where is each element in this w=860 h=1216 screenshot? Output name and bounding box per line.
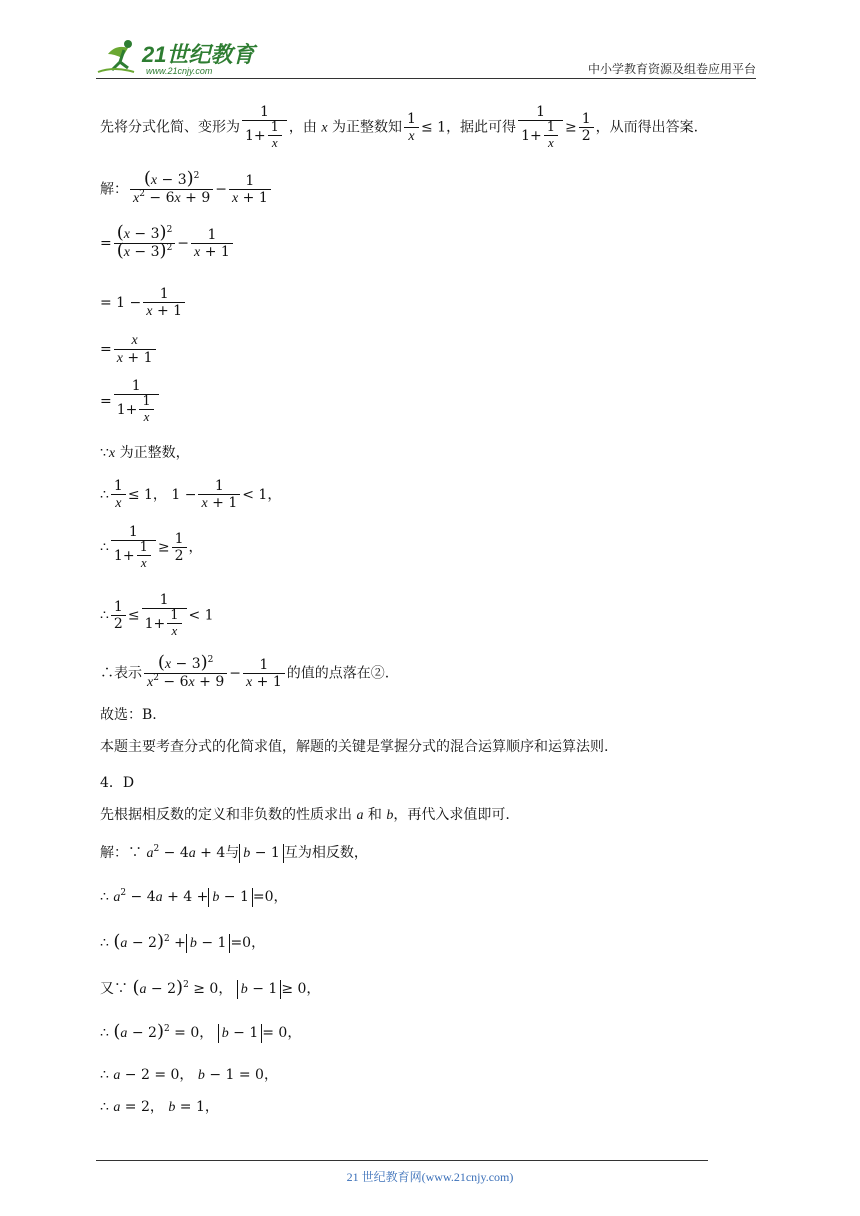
q4-analysis: 先根据相反数的定义和非负数的性质求出 a 和 b，再代入求值即可. [100, 807, 510, 823]
q3-intro-b: ，由 [288, 119, 322, 136]
q4-intro-b: 和 [363, 807, 387, 823]
q4-intro-a: 先根据相反数的定义和非负数的性质求出 [100, 807, 357, 823]
conclusion-b: 的值的点落在②. [286, 665, 390, 682]
frac-1-over-x: $\frac{1}{x}$ [111, 478, 126, 512]
frac-1-over-xplus1: $\frac{1}{x + 1}$ [229, 173, 271, 207]
q3-solution-step-2: = $\frac{(x - 3)^2}{(x - 3)^2}$ − $\frac{1}{x + 1}$ [100, 226, 235, 261]
footer-text: 21 世纪教育网(www.21cnjy.com) [346, 1170, 514, 1184]
q3-therefore-3: ∴ $\frac{1}{2}$ ≤ 1 1+ $\frac{1}{x}$ < 1 [100, 592, 214, 638]
svg-text:21世纪教育: 21世纪教育 [142, 42, 255, 67]
q4-solution-1: 解：∵ $a^2 - 4a + 4$与 b − 1 互为相反数， [100, 844, 368, 861]
q4-sol-a: 解：∵ [100, 845, 147, 861]
frac-expr: $\frac{(x - 3)^2}{(x - 3)^2}$ [114, 226, 176, 261]
because-text: 为正整数， [115, 445, 190, 461]
solution-label: 解： [100, 181, 128, 198]
footer-divider [96, 1160, 708, 1161]
q3-summary: 本题主要考查分式的化简求值，解题的关键是掌握分式的混合运算顺序和运算法则. [100, 739, 609, 755]
frac-x-over-xplus1: $\frac{x}{x + 1}$ [114, 332, 156, 367]
site-name: 中小学教育资源及组卷应用平台 [587, 62, 756, 76]
q3-conclusion: ∴表示 $\frac{(x - 3)^2}{x^2 - 6x + 9}$ − $\frac{1}{x + 1}$ 的值的点落在②. [100, 652, 390, 690]
frac-1-over-2: $\frac{1}{2}$ [579, 111, 594, 144]
q3-solution-step-1: 解： $\frac{(x - 3)^2}{x^2 - 6x + 9}$ − $\frac{1}{x + 1}$ [100, 172, 273, 207]
frac-1-over-1plus1x: 1 1+ $\frac{1}{x}$ [142, 592, 187, 639]
q4-sol-c: 互为相反数， [283, 845, 368, 861]
q4-solution-3: ∴ $(a - 2)^2 + b - 1 =0$， [100, 931, 266, 952]
frac-1-over-2: $\frac{1}{2}$ [111, 599, 126, 632]
q4-answer: 4．D [100, 775, 135, 791]
q4-solution-5: ∴ $(a - 2)^2 = 0$， b − 1 = 0， [100, 1021, 302, 1042]
q4-solution-4: 又∵ $(a - 2)^2 \ge 0$， b − 1 ≥ 0， [100, 977, 321, 998]
q3-intro-a: 先将分式化简、变形为 [100, 119, 240, 136]
q3-analysis: 先将分式化简、变形为 1 1+ $\frac{1}{x}$ ，由 x 为正整数知 $\frac{1}{x}$ ≤ 1，据此可得 1 1+ $\frac{1}{x}$ ≥ $\frac{1}{2}$ ，从而得出答案. [100, 104, 699, 150]
q3-intro-d: ，据此可得 [446, 119, 517, 136]
frac-1-over-2: $\frac{1}{2}$ [172, 531, 187, 564]
frac-1-over-xplus1: $\frac{1}{x + 1}$ [143, 286, 185, 320]
q3-therefore-1: ∴ $\frac{1}{x}$ ≤ 1， 1 − $\frac{1}{x + 1}$ < 1， [100, 478, 282, 511]
conclusion-a: ∴表示 [100, 665, 142, 682]
q3-therefore-2: ∴ 1 1+ $\frac{1}{x}$ ≥ $\frac{1}{2}$ ， [100, 524, 203, 570]
frac-1-over-1plus1x: 1 1+ $\frac{1}{x}$ [518, 104, 563, 151]
frac-1-over-x: $\frac{1}{x}$ [404, 111, 419, 145]
frac-1-over-xplus1: $\frac{1}{x + 1}$ [198, 478, 240, 512]
q4-solution-6: ∴ a − 2 = 0， b − 1 = 0， [100, 1067, 278, 1083]
q4-solution-2: ∴ $a^2 - 4a + 4 + b - 1 =0$， [100, 888, 288, 905]
svg-text:www.21cnjy.com: www.21cnjy.com [146, 66, 213, 76]
runner-logo-icon [94, 36, 264, 80]
q4-sol-b: 与 [225, 845, 240, 861]
q3-solution-step-4: = $\frac{x}{x + 1}$ [100, 332, 158, 367]
frac-1-over-xplus1: $\frac{1}{x + 1}$ [191, 227, 233, 261]
q3-solution-step-5: = 1 1+ $\frac{1}{x}$ [100, 378, 161, 425]
frac-1-over-1plus1x: 1 1+ $\frac{1}{x}$ [242, 104, 287, 151]
q3-solution-step-3: = 1 − $\frac{1}{x + 1}$ [100, 286, 187, 320]
q3-intro-c: 为正整数知 [327, 119, 403, 136]
q3-choice: 故选：B. [100, 707, 157, 723]
frac-1-over-xplus1: $\frac{1}{x + 1}$ [243, 657, 285, 691]
header-divider [96, 78, 756, 79]
frac-1-over-1plus1x: 1 1+ $\frac{1}{x}$ [111, 524, 156, 571]
q3-intro-e: ，从而得出答案. [595, 119, 699, 136]
logo [94, 36, 264, 80]
q3-because-line: ∵x 为正整数， [100, 445, 190, 461]
frac-expr: $\frac{(x - 3)^2}{x^2 - 6x + 9}$ [144, 656, 227, 691]
frac-1-over-1plus1x: 1 1+ $\frac{1}{x}$ [114, 378, 159, 425]
q4-solution-7: ∴ a = 2， b = 1， [100, 1099, 219, 1115]
frac-expr: $\frac{(x - 3)^2}{x^2 - 6x + 9}$ [130, 172, 213, 207]
q4-intro-c: ，再代入求值即可. [393, 807, 510, 823]
